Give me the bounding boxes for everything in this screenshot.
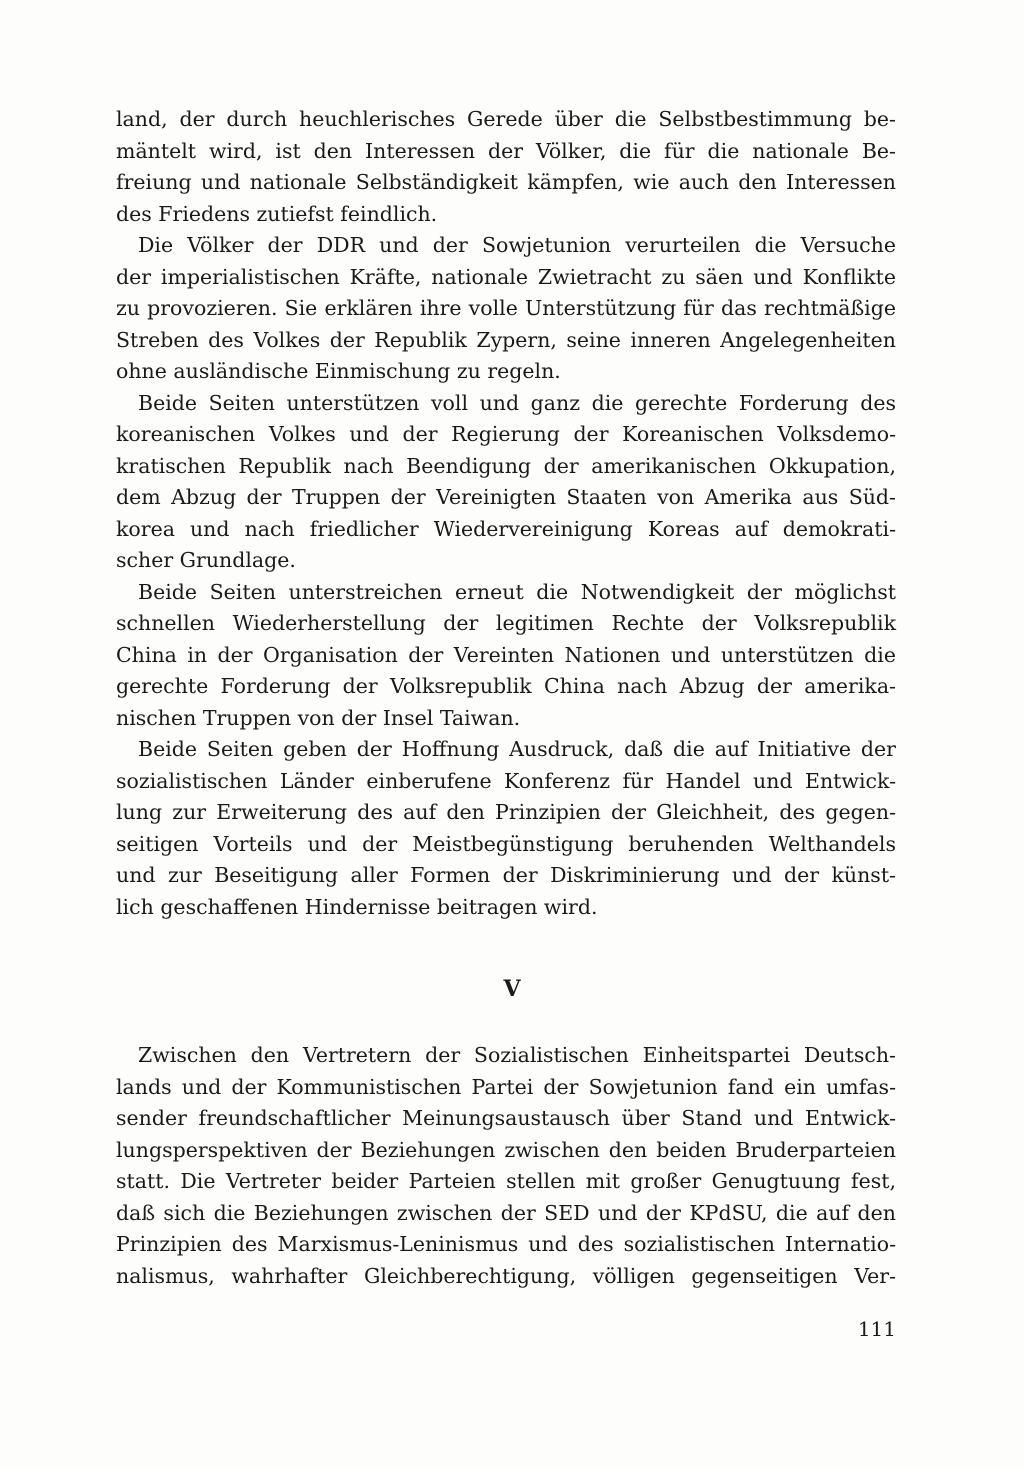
- paragraph: [116, 1040, 896, 1292]
- text-line: China in der Organisation der Vereinten Nationen und unterstützen die: [116, 642, 896, 667]
- text-line: statt. Die Vertreter beider Parteien stellen mit großer Genugtuung fest,: [116, 1169, 896, 1193]
- text-line: lung zur Erweiterung des auf den Prinzipien der Gleichheit, des gegen-: [116, 800, 896, 824]
- text-line: der imperialistischen Kräfte, nationale Zwietracht zu säen und Konflikte: [116, 264, 896, 289]
- text-line: lungsperspektiven der Beziehungen zwischen den beiden Bruderparteien: [116, 1137, 896, 1162]
- text-line: nischen Truppen von der Insel Taiwan.: [116, 705, 521, 730]
- page-number: 111: [857, 1317, 896, 1341]
- text-line: Beide Seiten geben der Hoffnung Ausdruck, daß die auf Initiative der: [138, 737, 896, 761]
- text-line: schnellen Wiederherstellung der legitimen Rechte der Volksrepublik: [116, 611, 896, 635]
- text-line: scher Grundlage.: [116, 548, 296, 572]
- text-line: und zur Beseitigung aller Formen der Diskriminierung und der künst-: [116, 863, 896, 887]
- text-line: land, der durch heuchlerisches Gerede über die Selbstbestimmung be-: [116, 107, 896, 131]
- text-line: freiung und nationale Selbständigkeit kämpfen, wie auch den Interessen: [116, 170, 896, 194]
- text-line: zu provozieren. Sie erklären ihre volle Unterstützung für das rechtmäßige: [116, 296, 896, 320]
- text-line: gerechte Forderung der Volksrepublik China nach Abzug der amerika-: [116, 674, 896, 698]
- text-line: daß sich die Beziehungen zwischen der SED und der KPdSU, die auf den: [116, 1200, 896, 1225]
- text-section-after-heading: [116, 1040, 896, 1292]
- text-line: mäntelt wird, ist den Interessen der Völker, die für die nationale Be-: [116, 138, 896, 163]
- text-line: Zwischen den Vertretern der Sozialistischen Einheitspartei Deutsch-: [138, 1043, 896, 1067]
- text-line: korea und nach friedlicher Wiedervereinigung Koreas auf demokrati-: [116, 516, 896, 541]
- paragraph: [116, 577, 896, 735]
- text-line: sender freundschaftlicher Meinungsaustausch über Stand und Entwick-: [116, 1106, 896, 1130]
- text-line: seitigen Vorteils und der Meistbegünstigung beruhenden Welthandels: [116, 831, 896, 856]
- text-line: Beide Seiten unterstreichen erneut die Notwendigkeit der möglichst: [138, 579, 896, 604]
- paragraph: [116, 388, 896, 577]
- text-section-before-heading: [116, 104, 896, 923]
- text-line: lich geschaffenen Hindernisse beitragen wird.: [116, 894, 598, 919]
- paragraph: [116, 230, 896, 388]
- text-line: dem Abzug der Truppen der Vereinigten Staaten von Amerika aus Süd-: [116, 485, 896, 509]
- text-line: koreanischen Volkes und der Regierung der Koreanischen Volksdemo-: [116, 422, 896, 446]
- section-heading: V: [503, 976, 521, 1002]
- text-line: sozialistischen Länder einberufene Konferenz für Handel und Entwick-: [116, 768, 896, 793]
- text-line: des Friedens zutiefst feindlich.: [116, 201, 438, 226]
- text-line: Prinzipien des Marxismus-Leninismus und des sozialistischen Internatio-: [116, 1232, 896, 1256]
- text-line: lands und der Kommunistischen Partei der Sowjetunion fand ein umfas-: [116, 1074, 896, 1099]
- text-line: Beide Seiten unterstützen voll und ganz die gerechte Forderung des: [138, 390, 896, 415]
- text-line: ohne ausländische Einmischung zu regeln.: [116, 359, 561, 383]
- text-line: Die Völker der DDR und der Sowjetunion verurteilen die Versuche: [138, 233, 896, 257]
- paragraph: [116, 104, 896, 230]
- paragraph: [116, 734, 896, 923]
- text-line: nalismus, wahrhafter Gleichberechtigung, völligen gegenseitigen Ver-: [116, 1263, 896, 1288]
- text-line: kratischen Republik nach Beendigung der amerikanischen Okkupation,: [116, 453, 896, 478]
- text-line: Streben des Volkes der Republik Zypern, seine inneren Angelegenheiten: [116, 327, 896, 352]
